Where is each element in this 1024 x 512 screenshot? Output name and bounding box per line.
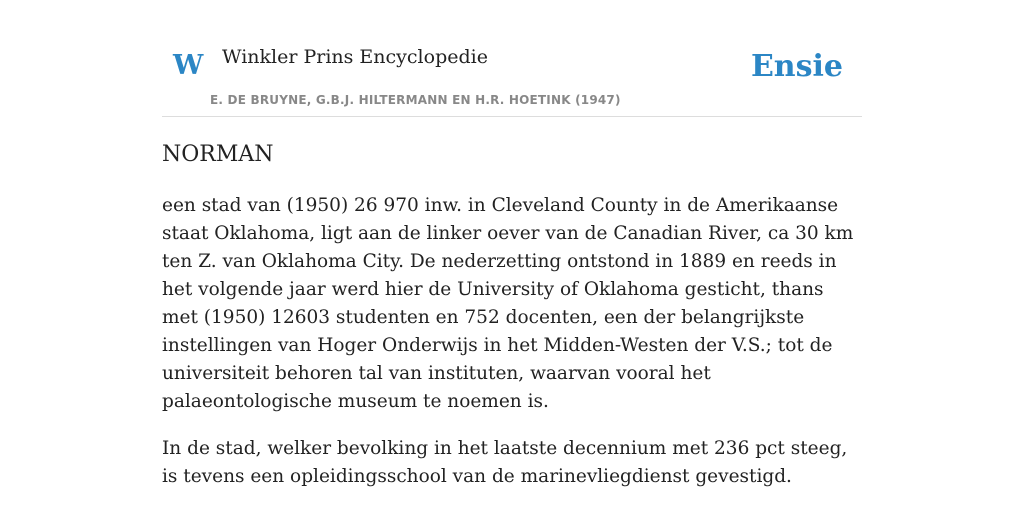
article-paragraph: In de stad, welker bevolking in het laatste decennium met 236 pct steeg, is tevens een opleidingsschool van de marinevliegdienst gevestigd.	[162, 438, 848, 487]
article-paragraph: een stad van (1950) 26 970 inw. in Cleveland County in de Amerikaanse staat Oklahoma, ligt aan de linker oever van de Canadian River, ca 30 km ten Z. van Oklahoma City. De nederzetting ontstond in 1889 en reeds in het volgende jaar werd hier de University of Oklahoma gesticht, thans met (1950) 12603 studenten en 752 docenten, een der belangrijkste instellingen van Hoger Onderwijs in het Midden-Westen der V.S.; tot de universiteit behoren tal van instituten, waarvan vooral het palaeontologische museum te noemen is.	[162, 195, 854, 412]
header	[162, 0, 862, 117]
ensie-logo[interactable]: Ensie	[750, 49, 843, 84]
encyclopedia-title[interactable]: Winkler Prins Encyclopedie	[222, 46, 488, 68]
article	[162, 138, 862, 491]
authors-line: E. DE BRUYNE, G.B.J. HILTERMANN EN H.R. HOETINK (1947)	[210, 93, 621, 107]
article-title: NORMAN	[162, 142, 274, 167]
encyclopedia-logo[interactable]: W	[173, 50, 204, 81]
